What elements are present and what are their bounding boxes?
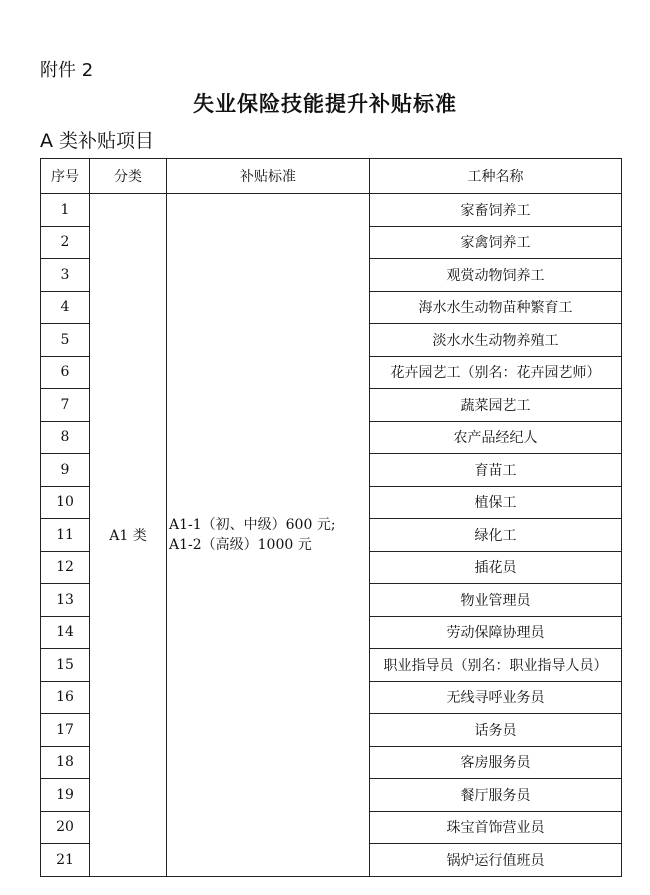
standard-cell	[167, 194, 370, 877]
page-title: 失业保险技能提升补贴标准	[193, 92, 457, 116]
row-number: 14	[41, 616, 90, 649]
job-name: 农产品经纪人	[370, 421, 622, 454]
job-name: 育苗工	[370, 454, 622, 487]
job-name: 绿化工	[370, 519, 622, 552]
row-number: 15	[41, 649, 90, 682]
row-number: 1	[41, 194, 90, 227]
row-number: 16	[41, 681, 90, 714]
row-number: 10	[41, 486, 90, 519]
row-number: 13	[41, 584, 90, 617]
column-header-job-name: 工种名称	[370, 159, 622, 194]
job-name: 家畜饲养工	[370, 194, 622, 227]
table-header-row	[41, 159, 622, 194]
column-header-standard: 补贴标准	[167, 159, 370, 194]
job-name: 劳动保障协理员	[370, 616, 622, 649]
row-number: 6	[41, 356, 90, 389]
job-name: 职业指导员（别名：职业指导人员）	[370, 649, 622, 682]
column-header-no: 序号	[41, 159, 90, 194]
row-number: 7	[41, 389, 90, 422]
job-name: 锅炉运行值班员	[370, 844, 622, 877]
row-number: 3	[41, 259, 90, 292]
row-number: 2	[41, 226, 90, 259]
column-header-category: 分类	[90, 159, 167, 194]
job-name: 植保工	[370, 486, 622, 519]
row-number: 11	[41, 519, 90, 552]
subsidy-table	[40, 158, 622, 877]
row-number: 4	[41, 291, 90, 324]
row-number: 17	[41, 714, 90, 747]
job-name: 珠宝首饰营业员	[370, 811, 622, 844]
table-body	[41, 194, 622, 877]
job-name: 家禽饲养工	[370, 226, 622, 259]
row-number: 19	[41, 779, 90, 812]
job-name: 餐厅服务员	[370, 779, 622, 812]
section-heading: A 类补贴项目	[40, 130, 155, 152]
job-name: 客房服务员	[370, 746, 622, 779]
row-number: 21	[41, 844, 90, 877]
job-name: 无线寻呼业务员	[370, 681, 622, 714]
job-name: 花卉园艺工（别名：花卉园艺师）	[370, 356, 622, 389]
job-name: 观赏动物饲养工	[370, 259, 622, 292]
standard-line: A1-1（初、中级）600 元;	[169, 516, 336, 533]
row-number: 12	[41, 551, 90, 584]
row-number: 8	[41, 421, 90, 454]
row-number: 18	[41, 746, 90, 779]
row-number: 9	[41, 454, 90, 487]
attachment-label: 附件 2	[40, 60, 94, 81]
job-name: 海水水生动物苗种繁育工	[370, 291, 622, 324]
row-number: 20	[41, 811, 90, 844]
job-name: 插花员	[370, 551, 622, 584]
table-row	[41, 194, 622, 227]
category-cell: A1 类	[90, 194, 167, 877]
job-name: 蔬菜园艺工	[370, 389, 622, 422]
job-name: 物业管理员	[370, 584, 622, 617]
standard-line: A1-2（高级）1000 元	[169, 536, 312, 553]
job-name: 话务员	[370, 714, 622, 747]
job-name: 淡水水生动物养殖工	[370, 324, 622, 357]
row-number: 5	[41, 324, 90, 357]
